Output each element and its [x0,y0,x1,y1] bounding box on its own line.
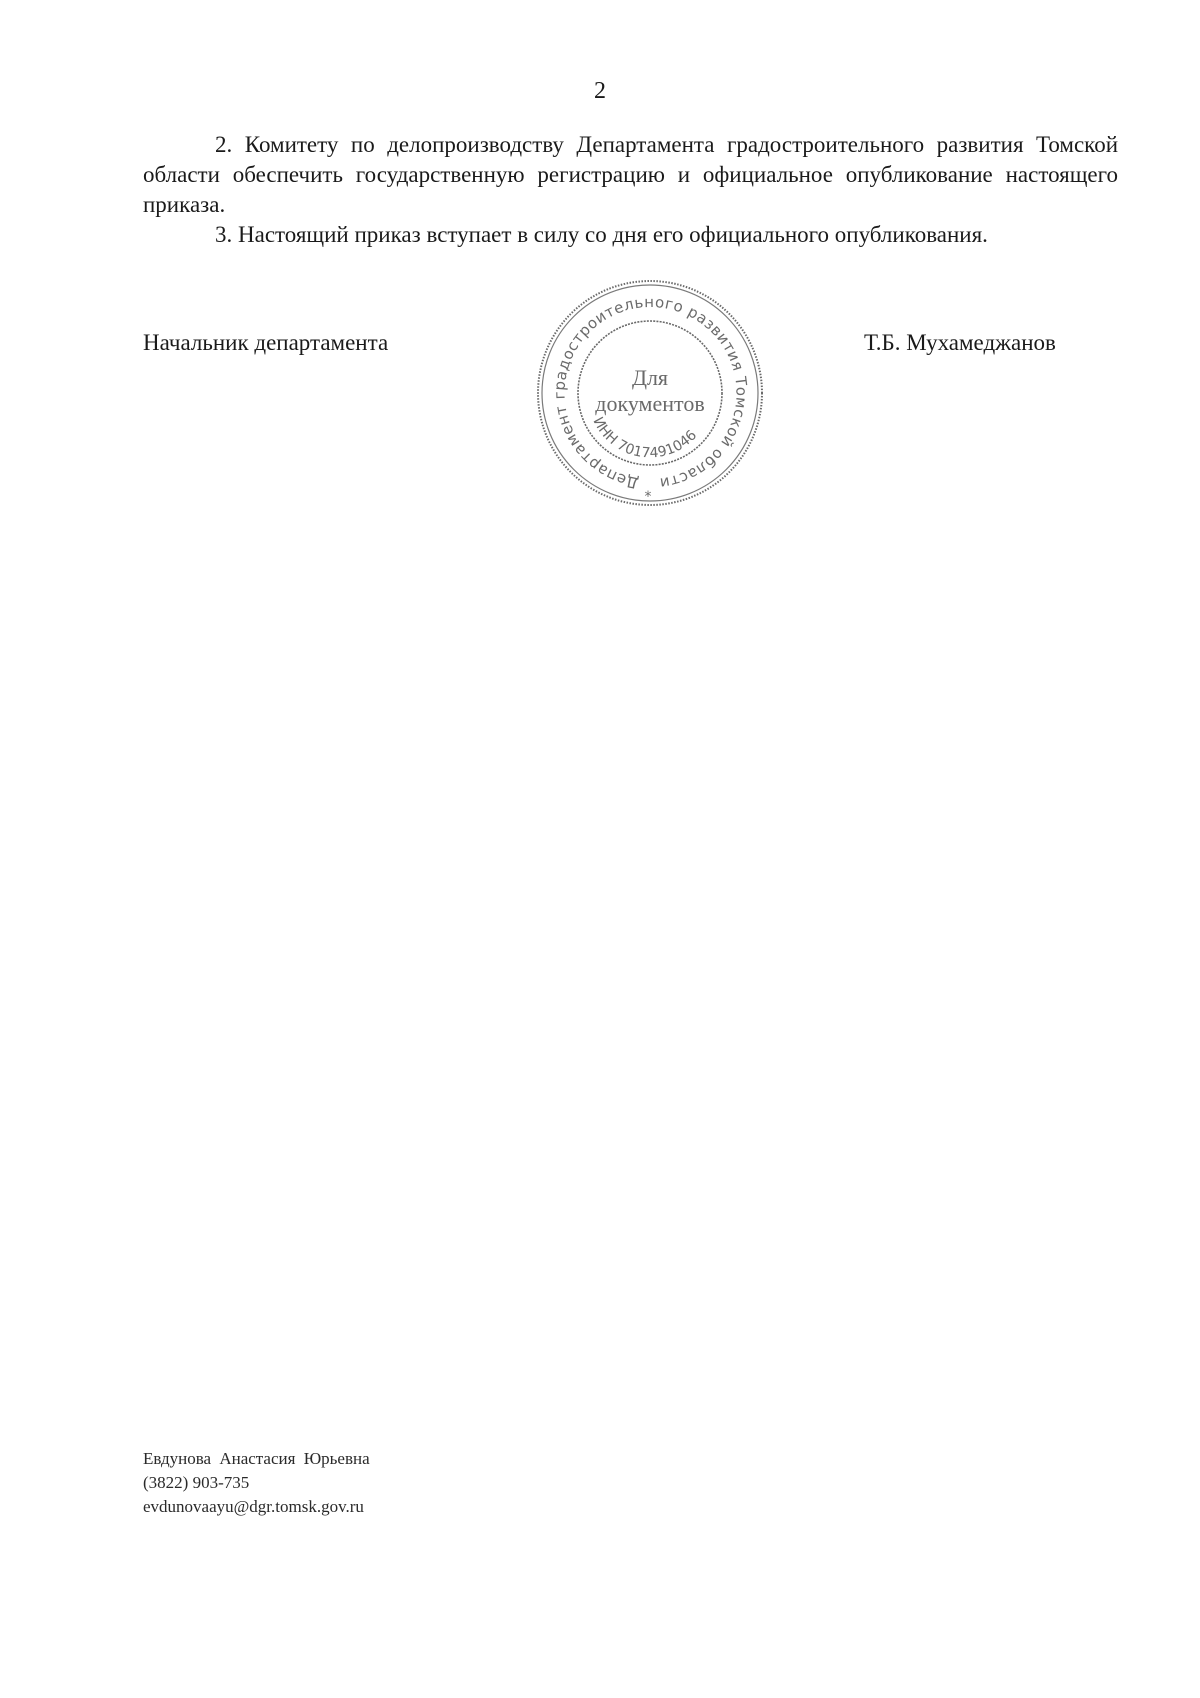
paragraph-2: 2. Комитету по делопроизводству Департамента градостроительного развития Томской области обеспечить государственную регистрацию и официальное опубликование настоящего приказа. [143,132,1118,217]
executor-name: Евдунова Анастасия Юрьевна [143,1449,370,1468]
executor-email: evdunovaayu@dgr.tomsk.gov.ru [143,1497,364,1516]
document-body [143,130,1118,250]
executor-phone: (3822) 903-735 [143,1473,250,1492]
paragraph-3: 3. Настоящий приказ вступает в силу со дня его официального опубликования. [215,222,988,247]
page-number: 2 [594,78,606,104]
signatory-name: Т.Б. Мухамеджанов [864,330,1056,355]
signatory-position: Начальник департамента [143,330,389,355]
executor-info [143,1447,370,1519]
stamp-center-line2: документов [595,391,705,416]
stamp-ring-text: Департамент градостроительного развития Томской области [550,292,751,493]
stamp-center-line1: Для [631,365,669,390]
official-stamp [530,273,770,513]
stamp-inn: ИНН 7017491046 [589,414,701,462]
stamp-star: * [644,489,652,505]
